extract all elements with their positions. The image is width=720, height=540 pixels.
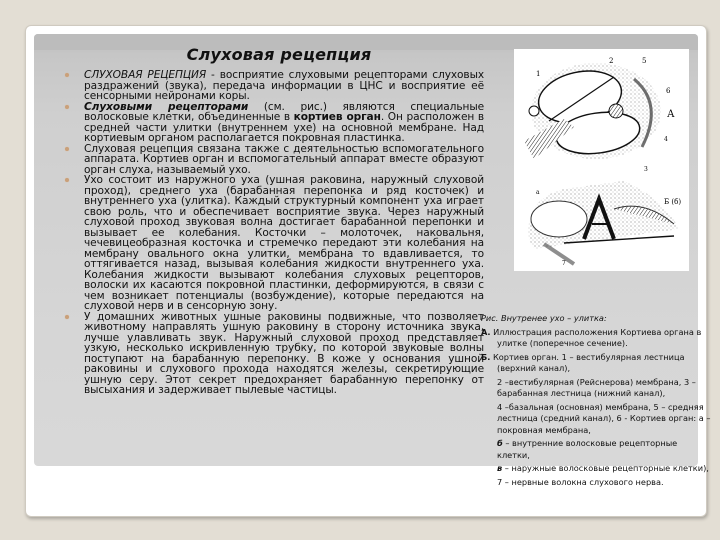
caption-line-4: 4 –базальная (основная) мембрана, 5 – средняя лестница (средний канал), 6 - Кортиев орган: а – покровная мембрана,: [497, 401, 711, 435]
cochlea-cross-section-icon: [514, 49, 689, 271]
slide-card: [25, 25, 711, 517]
svg-text:6: 6: [666, 87, 671, 95]
term-text: Слуховыми рецепторами: [84, 100, 249, 113]
caption-marker-small-b: б: [497, 438, 503, 448]
bullet-item: [64, 70, 484, 102]
svg-text:1: 1: [536, 70, 541, 78]
bullet-dot-icon: [65, 315, 69, 319]
svg-text:7: 7: [562, 260, 566, 267]
caption-item-a: [481, 327, 711, 350]
caption-line-2: 2 –вестибулярная (Рейснерова) мембрана, 3 – барабанная лестница (нижний канал),: [497, 376, 696, 398]
bullet-item: [64, 102, 484, 144]
svg-text:А: А: [667, 109, 675, 120]
caption-text-v: – наружные волосковые рецепторные клетки),: [502, 463, 709, 473]
svg-text:5: 5: [642, 57, 647, 65]
bullet-dot-icon: [65, 178, 69, 182]
caption-text-a: Иллюстрация расположения Кортиева органа в улитке (поперечное сечение).: [493, 326, 702, 348]
svg-text:а: а: [536, 189, 540, 196]
caption-line-7: 7 – нервные волокна слухового нерва.: [497, 476, 664, 487]
caption-text-small-b: – внутренние волосковые рецепторные клетки,: [497, 438, 678, 460]
bullet-dot-icon: [65, 147, 69, 151]
slide-title: Слуховая рецепция: [186, 45, 372, 64]
bullet-item: [64, 144, 484, 176]
body-text: . Он расположен в средней части улитки (внутреннем ухе) на основной мембране. Над кортиевым органом располагается покровная пластинка.: [84, 111, 485, 144]
svg-text:2: 2: [609, 57, 614, 65]
term-text: СЛУХОВАЯ РЕЦЕПЦИЯ: [84, 69, 207, 81]
body-text: (см. рис.) являются специальные волосковые клетки, объединенные в: [84, 100, 484, 123]
body-text: - восприятие слуховыми рецепторами слуховых раздражений (звука), передача информации в ЦНС и восприятие её сенсорными нейронами коры.: [84, 69, 484, 102]
caption-item-b: [481, 352, 711, 375]
svg-text:4: 4: [664, 136, 668, 143]
caption-text-b: Кортиев орган. 1 – вестибулярная лестница (верхний канал),: [492, 351, 685, 373]
caption-marker-a: А.: [481, 326, 491, 337]
body-text: Ухо состоит из наружного уха (ушная раковина, наружный слуховой проход), среднего уха (барабанная перепонка и ряд косточек) и внутреннего уха (улитка). Каждый структурный компонент уха играет свою роль, что и обеспечивает восприятие звука. Через наружный слуховой проход звуковая волна достигает барабанной перепонки и вызывает ее колебания. Косточки – молоточек, наковальня, чечевицеобразная косточка и стремечко передают эти колебания на мембрану овального окна улитки, мембрана то вдавливается, то оттягивается назад, вызывая колебания жидкости внутреннего уха. Колебания жидкости вызывают колебания слуховых рецепторов, волоски их касаются покровной пластинки, деформируются, в связи с чем возникает потенциалы (возбуждение), которые передаются на слуховой нерв и в сенсорную зону.: [84, 174, 484, 312]
emphasis-text: кортиев орган: [293, 111, 381, 123]
body-text: Слуховая рецепция связана также с деятельностью вспомогательного аппарата. Кортиев орган и вспомогательный аппарат вместе образуют орган слуха, называемый ухо.: [84, 142, 484, 176]
body-text: У домашних животных ушные раковины подвижные, что позволяет животному направлять ушную раковину в сторону источника звука, лучше улавливать звук. Наружный слуховой проход представляет узкую, несколько искривленную трубку, по которой звуковые волны поступают на барабанную перепонку. В коже у основания ушной раковины и слухового прохода находятся железы, секретирующие ушную серу. Этот секрет предохраняет барабанную перепонку от высыхания и задерживает пылевые частицы.: [84, 310, 484, 396]
bullet-item: [64, 312, 484, 396]
cochlea-figure: [514, 49, 689, 271]
svg-text:Б (б): Б (б): [664, 198, 682, 206]
caption-marker-v: в: [497, 463, 503, 473]
bullet-dot-icon: [65, 105, 69, 109]
bullet-list: [64, 70, 484, 396]
caption-line-v: [481, 463, 711, 475]
figure-caption: [481, 313, 711, 490]
bullet-item: [64, 175, 484, 312]
svg-text:3: 3: [644, 166, 648, 173]
caption-line-b: [481, 438, 711, 461]
bullet-dot-icon: [65, 73, 69, 77]
caption-title: Рис. Внутренее ухо – улитка:: [481, 313, 607, 323]
caption-marker-b: Б.: [481, 351, 491, 362]
